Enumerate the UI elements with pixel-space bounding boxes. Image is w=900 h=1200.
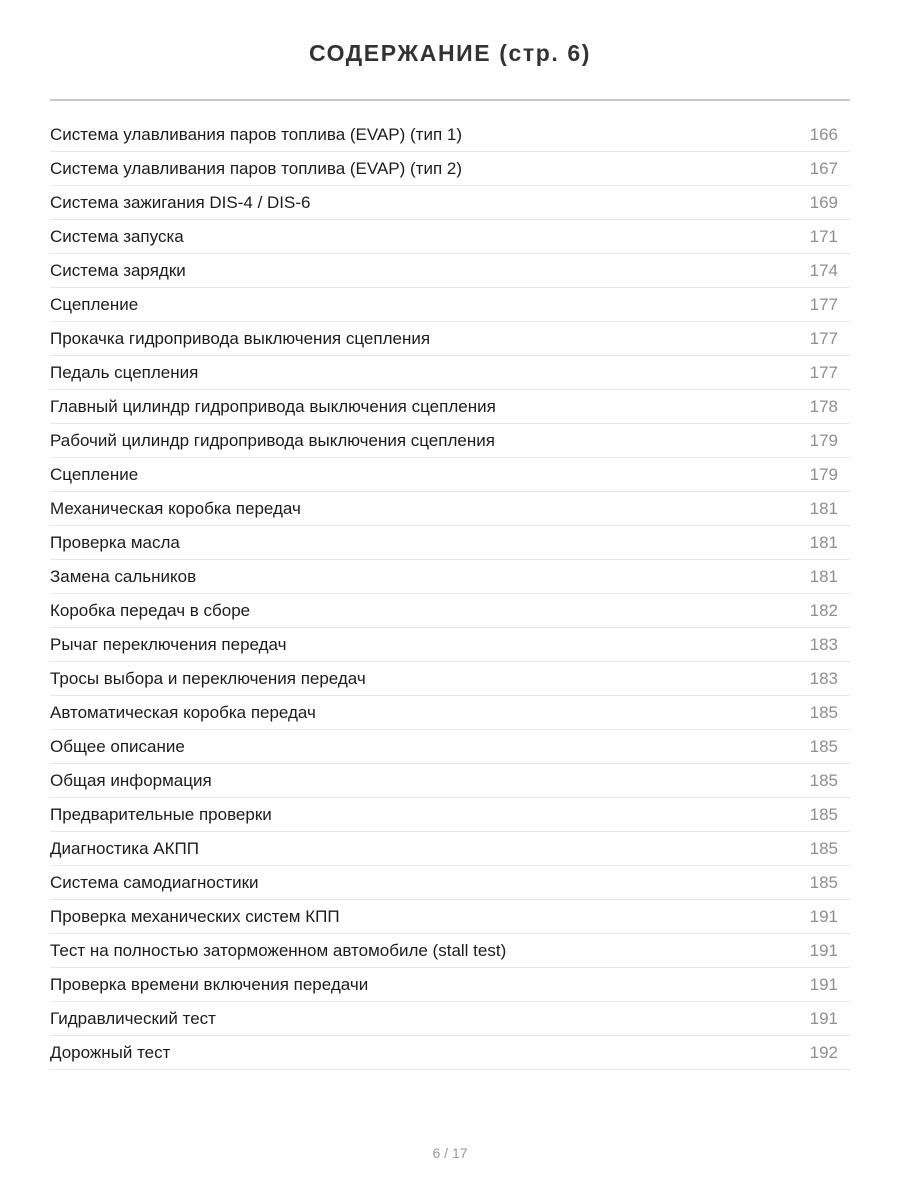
toc-entry-page: 191	[809, 906, 838, 926]
toc-entry-label: Автоматическая коробка передач	[50, 702, 316, 722]
toc-row[interactable]	[50, 662, 850, 696]
toc-row[interactable]	[50, 560, 850, 594]
toc-row[interactable]	[50, 288, 850, 322]
toc-entry-page: 181	[809, 532, 838, 552]
toc-entry-label: Механическая коробка передач	[50, 498, 301, 518]
toc-entry-page: 185	[809, 872, 838, 892]
toc-entry-page: 178	[809, 396, 838, 416]
toc-row[interactable]	[50, 220, 850, 254]
toc-row[interactable]	[50, 798, 850, 832]
toc-entry-label: Диагностика АКПП	[50, 838, 199, 858]
toc-entry-label: Система зарядки	[50, 260, 186, 280]
page-title: СОДЕРЖАНИЕ (стр. 6)	[308, 40, 592, 66]
toc-entry-page: 183	[809, 634, 838, 654]
toc-entry-page: 185	[809, 770, 838, 790]
toc-entry-label: Система зажигания DIS-4 / DIS-6	[50, 192, 311, 212]
toc-entry-label: Проверка масла	[50, 532, 180, 552]
toc-entry-label: Система запуска	[50, 226, 184, 246]
toc-entry-page: 166	[809, 124, 838, 144]
toc-row[interactable]	[50, 186, 850, 220]
page-indicator: 6 / 17	[432, 1145, 468, 1161]
toc-entry-label: Рабочий цилиндр гидропривода выключения сцепления	[50, 430, 495, 450]
toc-entry-page: 185	[809, 736, 838, 756]
toc-entry-page: 177	[809, 362, 838, 382]
toc-row[interactable]	[50, 866, 850, 900]
toc-entry-page: 177	[809, 294, 838, 314]
toc-entry-page: 191	[809, 974, 838, 994]
toc-row[interactable]	[50, 356, 850, 390]
toc-entry-page: 171	[809, 226, 838, 246]
toc-row[interactable]	[50, 424, 850, 458]
toc-entry-page: 179	[809, 464, 838, 484]
toc-row[interactable]	[50, 696, 850, 730]
toc-row[interactable]	[50, 628, 850, 662]
toc-entry-page: 183	[809, 668, 838, 688]
toc-row[interactable]	[50, 526, 850, 560]
toc-entry-label: Система самодиагностики	[50, 872, 259, 892]
toc-entry-page: 185	[809, 838, 838, 858]
toc-row[interactable]	[50, 322, 850, 356]
title-divider	[50, 99, 850, 101]
toc-entry-label: Проверка механических систем КПП	[50, 906, 340, 926]
toc-entry-page: 174	[809, 260, 838, 280]
toc-entry-page: 181	[809, 566, 838, 586]
toc-entry-label: Рычаг переключения передач	[50, 634, 287, 654]
toc-row[interactable]	[50, 1036, 850, 1070]
toc-row[interactable]	[50, 118, 850, 152]
toc-row[interactable]	[50, 390, 850, 424]
toc-entry-label: Проверка времени включения передачи	[50, 974, 369, 994]
toc-entry-label: Коробка передач в сборе	[50, 600, 251, 620]
toc-entry-page: 191	[809, 1008, 838, 1028]
toc-row[interactable]	[50, 934, 850, 968]
toc-row[interactable]	[50, 832, 850, 866]
toc-entry-page: 167	[809, 158, 838, 178]
toc-entry-label: Общее описание	[50, 736, 185, 756]
toc-entry-label: Сцепление	[50, 464, 139, 484]
toc-entry-label: Гидравлический тест	[50, 1008, 216, 1028]
toc-entry-page: 182	[809, 600, 838, 620]
toc-row[interactable]	[50, 764, 850, 798]
toc-entry-label: Общая информация	[50, 770, 212, 790]
toc-entry-label: Предварительные проверки	[50, 804, 272, 824]
toc-entry-label: Прокачка гидропривода выключения сцепления	[50, 328, 431, 348]
toc-entry-page: 192	[809, 1042, 838, 1062]
toc-row[interactable]	[50, 900, 850, 934]
toc-row[interactable]	[50, 458, 850, 492]
toc-row[interactable]	[50, 1002, 850, 1036]
toc-entry-label: Тест на полностью заторможенном автомобиле (stall test)	[50, 940, 507, 960]
toc-row[interactable]	[50, 254, 850, 288]
toc-entry-page: 185	[809, 702, 838, 722]
toc-entry-label: Тросы выбора и переключения передач	[50, 668, 366, 688]
toc-entry-page: 181	[809, 498, 838, 518]
toc-row[interactable]	[50, 968, 850, 1002]
toc-entry-label: Система улавливания паров топлива (EVAP) (тип 2)	[50, 158, 462, 178]
toc-entry-label: Дорожный тест	[50, 1042, 171, 1062]
toc-list	[50, 118, 850, 1070]
toc-entry-page: 169	[809, 192, 838, 212]
toc-entry-label: Педаль сцепления	[50, 362, 199, 382]
toc-entry-label: Сцепление	[50, 294, 139, 314]
toc-entry-label: Замена сальников	[50, 566, 197, 586]
toc-row[interactable]	[50, 594, 850, 628]
toc-entry-page: 179	[809, 430, 838, 450]
toc-row[interactable]	[50, 730, 850, 764]
toc-entry-page: 177	[809, 328, 838, 348]
toc-entry-label: Главный цилиндр гидропривода выключения сцепления	[50, 396, 496, 416]
toc-entry-label: Система улавливания паров топлива (EVAP) (тип 1)	[50, 124, 462, 144]
toc-entry-page: 185	[809, 804, 838, 824]
toc-row[interactable]	[50, 492, 850, 526]
toc-row[interactable]	[50, 152, 850, 186]
toc-entry-page: 191	[809, 940, 838, 960]
